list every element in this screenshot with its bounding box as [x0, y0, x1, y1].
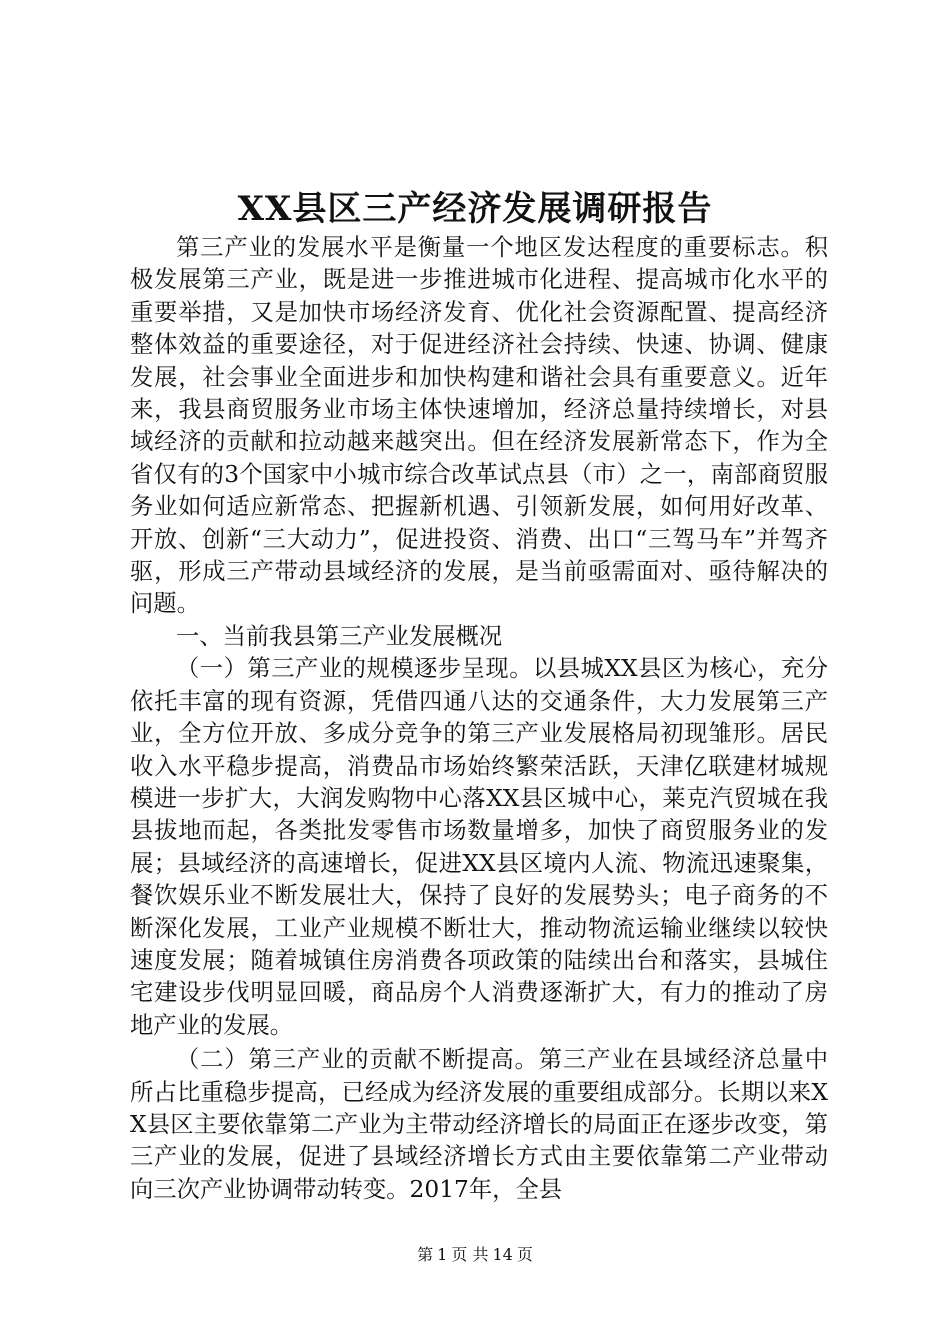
- page-footer: [0, 1244, 950, 1266]
- page-total: 14: [492, 1245, 513, 1264]
- document-title: XX县区三产经济发展调研报告: [237, 189, 713, 229]
- page-prefix: 第: [417, 1245, 434, 1264]
- document-body: [130, 232, 828, 1206]
- paragraph-contribution: （二）第三产业的贡献不断提高。第三产业在县域经济总量中所占比重稳步提高，已经成为经济发展的重要组成部分。长期以来XX县区主要依靠第二产业为主带动经济增长的局面正在逐步改变，第三产业的发展，促进了县域经济增长方式由主要依靠第二产业带动向三次产业协调带动转变。2017年，全县: [130, 1046, 828, 1203]
- section-heading-1: 一、当前我县第三产业发展概况: [176, 622, 503, 650]
- page-suffix: 页: [516, 1245, 533, 1264]
- page-mid: 页 共: [451, 1245, 489, 1264]
- paragraph-scale: （一）第三产业的规模逐步呈现。以县城XX县区为核心，充分依托丰富的现有资源，凭借四通八达的交通条件，大力发展第三产业，全方位开放、多成分竞争的第三产业发展格局初现雏形。居民收入水平稳步提高，消费品市场始终繁荣活跃，天津亿联建材城规模进一步扩大，大润发购物中心落XX县区城中心，莱克汽贸城在我县拔地而起，各类批发零售市场数量增多，加快了商贸服务业的发展；县域经济的高速增长，促进XX县区境内人流、物流迅速聚集，餐饮娱乐业不断发展壮大，保持了良好的发展势头；电子商务的不断深化发展，工业产业规模不断壮大，推动物流运输业继续以较快速度发展；随着城镇住房消费各项政策的陆续出台和落实，县城住宅建设步伐明显回暖，商品房个人消费逐渐扩大，有力的推动了房地产业的发展。: [130, 655, 828, 1039]
- page-current: 1: [437, 1245, 448, 1264]
- paragraph-intro: 第三产业的发展水平是衡量一个地区发达程度的重要标志。积极发展第三产业，既是进一步推进城市化进程、提高城市化水平的重要举措，又是加快市场经济发育、优化社会资源配置、提高经济整体效益的重要途径，对于促进经济社会持续、快速、协调、健康发展，社会事业全面进步和加快构建和谐社会具有重要意义。近年来，我县商贸服务业市场主体快速增加，经济总量持续增长，对县域经济的贡献和拉动越来越突出。但在经济发展新常态下，作为全省仅有的3个国家中小城市综合改革试点县（市）之一，南部商贸服务业如何适应新常态、把握新机遇、引领新发展，如何用好改革、开放、创新“三大动力”，促进投资、消费、出口“三驾马车”并驾齐驱，形成三产带动县域经济的发展，是当前亟需面对、亟待解决的问题。: [130, 234, 828, 618]
